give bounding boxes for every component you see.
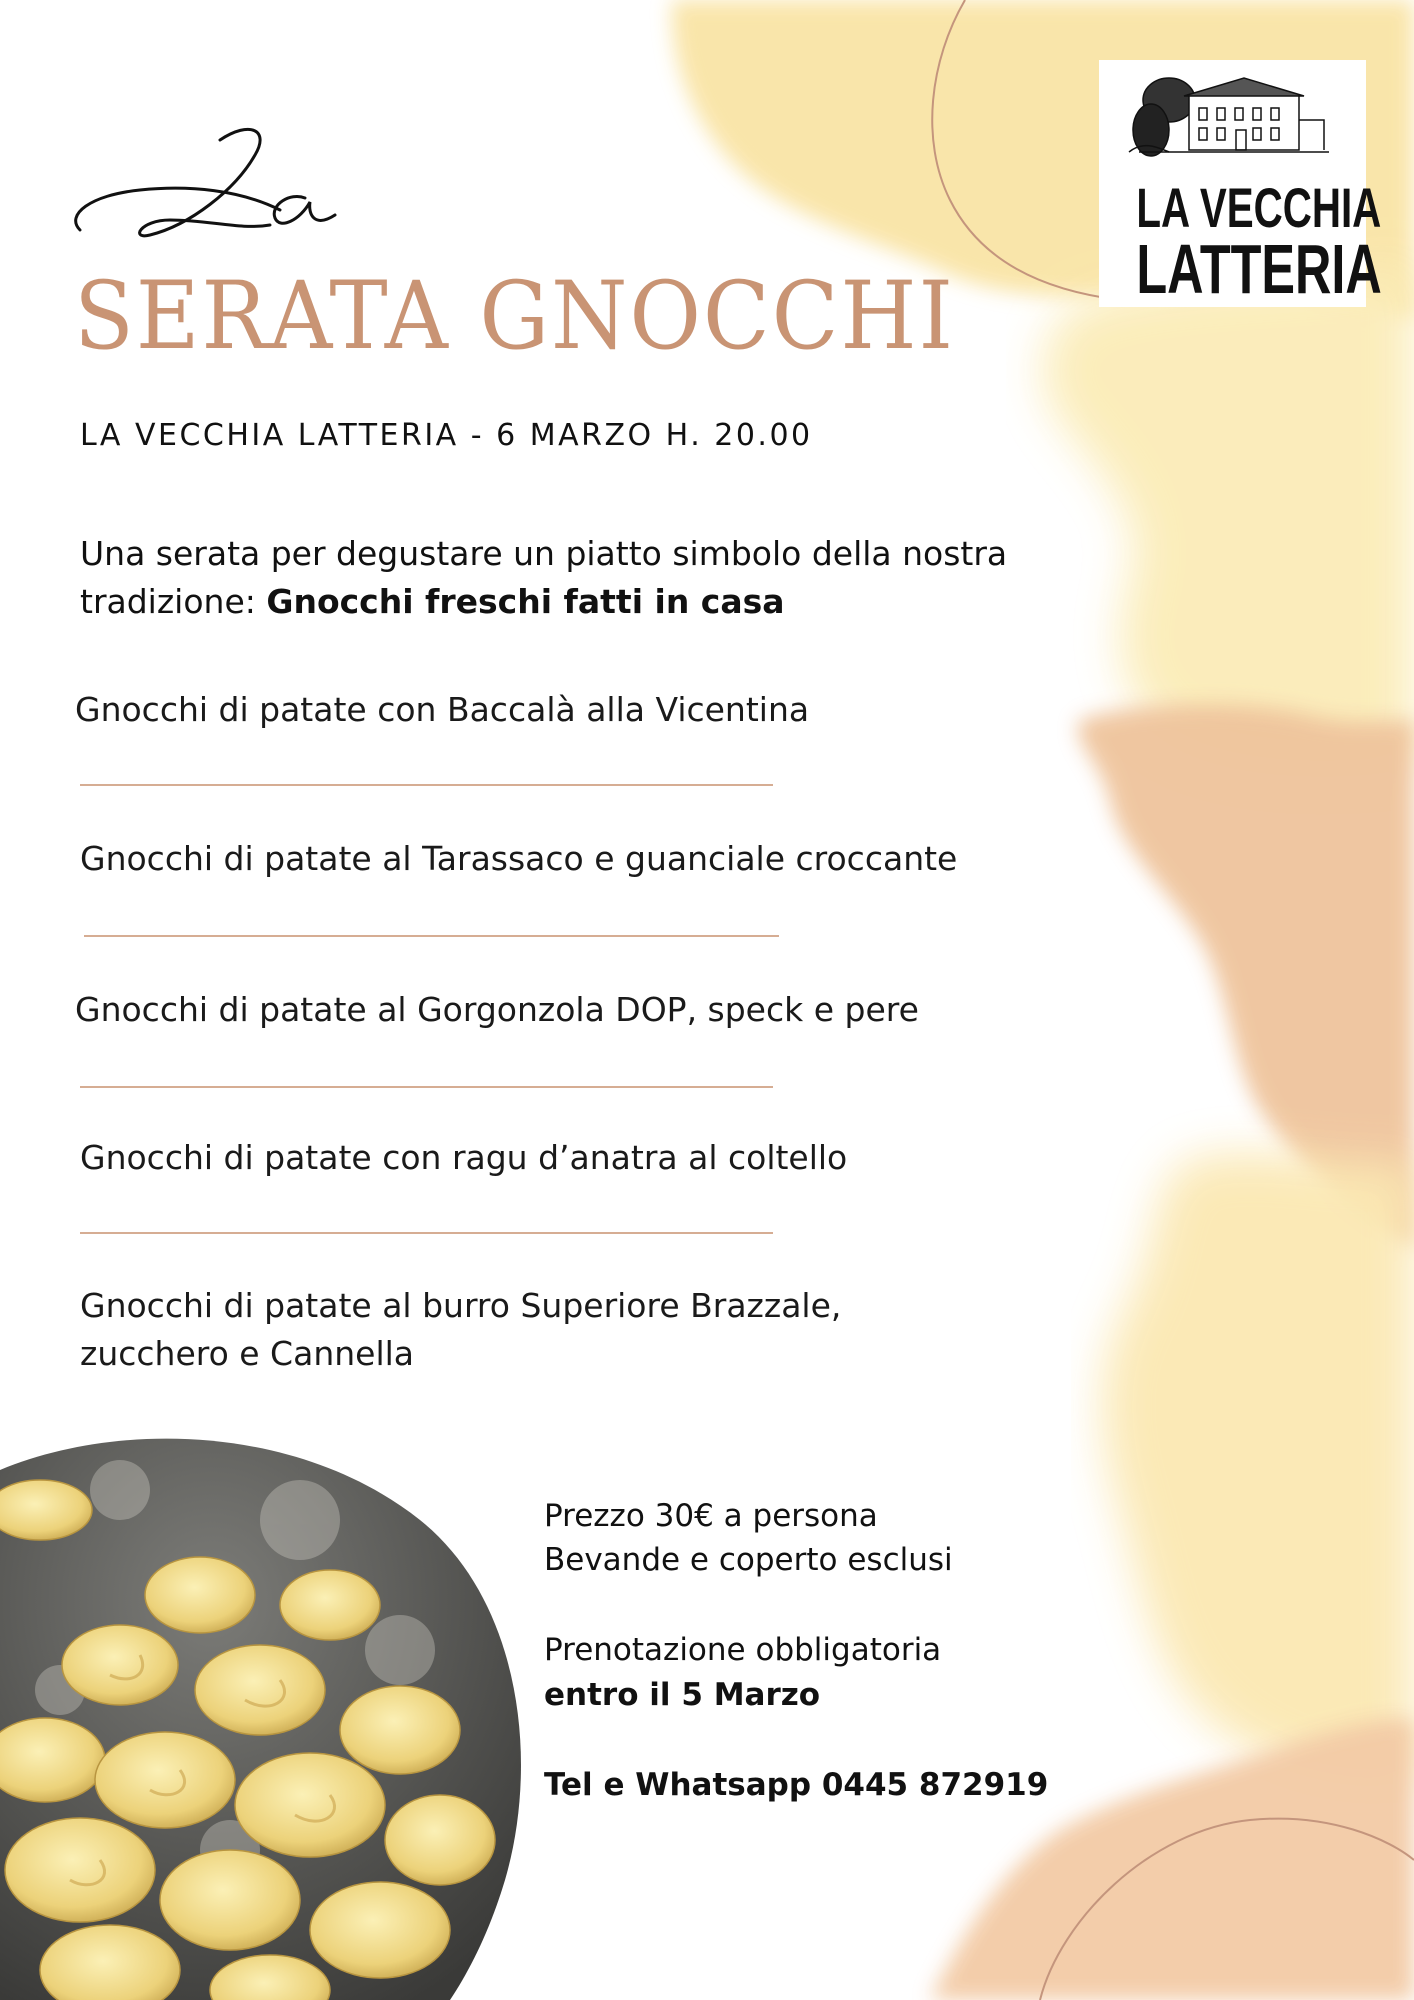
logo-line-2: LATTERIA [1136,230,1382,308]
menu-item-line: zucchero e Cannella [80,1334,415,1373]
gnocchi-photo [0,1430,530,2000]
menu-item: Gnocchi di patate con Baccalà alla Vicentina [75,690,810,729]
menu-separator [80,1232,773,1234]
menu-item: Gnocchi di patate con ragu d’anatra al coltello [80,1138,848,1177]
venue-logo [1099,60,1382,308]
menu-separator [84,935,779,937]
menu-item [80,1282,841,1378]
menu-item: Gnocchi di patate al Tarassaco e guanciale croccante [80,839,958,878]
contact-phone: Tel e Whatsapp 0445 872919 [544,1767,1049,1803]
booking-deadline [544,1673,820,1717]
menu-separator [80,1086,773,1088]
script-title [70,120,370,270]
menu-separator [80,784,773,786]
event-description [80,530,1020,626]
event-title: SERATA GNOCCHI [74,262,955,371]
booking-text: Prenotazione obbligatoria [544,1632,942,1668]
logo-line-1: LA VECCHIA [1136,176,1382,239]
contact-info [544,1763,1048,1807]
menu-item-line: Gnocchi di patate al burro Superiore Brazzale, [80,1286,842,1325]
farmhouse-illustration [1099,60,1366,170]
event-subtitle: LA VECCHIA LATTERIA - 6 MARZO H. 20.00 [80,418,813,453]
price-text: Prezzo 30€ a persona [544,1498,878,1534]
svg-text:La: La [70,120,72,121]
description-highlight: Gnocchi freschi fatti in casa [266,582,785,621]
description-text: Una serata per degustare un piatto simbolo della nostra tradizione: [80,534,1008,621]
booking-deadline-text: entro il 5 Marzo [544,1677,821,1713]
menu-item: Gnocchi di patate al Gorgonzola DOP, speck e pere [75,990,919,1029]
exclusions-text: Bevande e coperto esclusi [544,1542,953,1578]
